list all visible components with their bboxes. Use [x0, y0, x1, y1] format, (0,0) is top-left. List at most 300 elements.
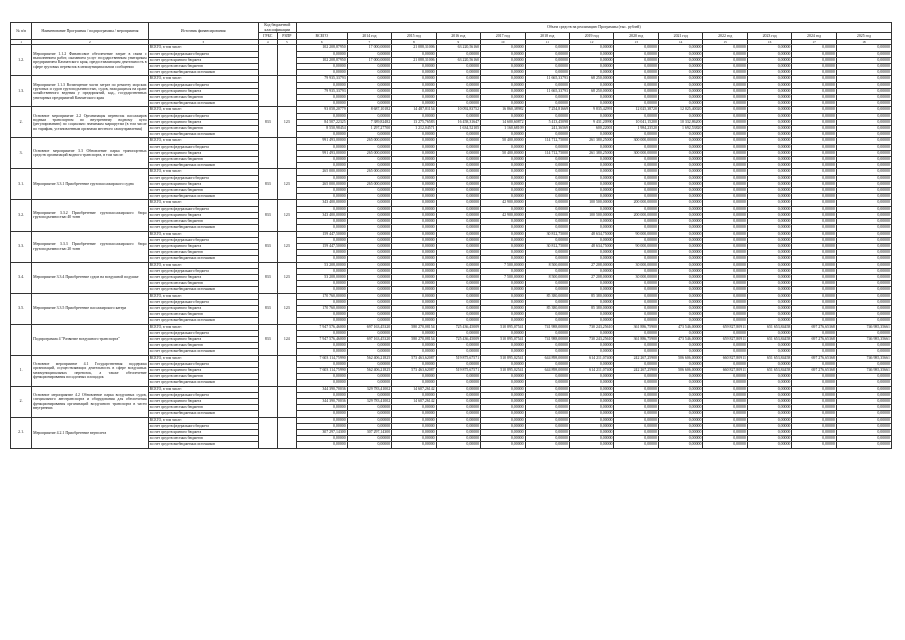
year-value: 0,00000	[614, 374, 658, 380]
year-value: 7 389,82482	[347, 119, 391, 125]
year-value: 0,00000	[658, 262, 702, 268]
year-value: 0,00000	[792, 132, 836, 138]
year-value: 10 092,83752	[436, 107, 480, 113]
year-value: 0,00000	[658, 82, 702, 88]
header-year: 2021 год	[658, 33, 702, 40]
funding-source: за счет средств местных бюджетов	[148, 219, 258, 225]
funding-source: за счет средств внебюджетных источников	[148, 349, 258, 355]
year-value: 0,00000	[703, 392, 747, 398]
header-year: 2025 год	[836, 33, 891, 40]
year-value: 0,00000	[836, 293, 891, 299]
year-value: 0,00000	[525, 194, 569, 200]
year-value: 0,00000	[436, 417, 480, 423]
total-value: 0,00000	[296, 206, 347, 212]
total-value: 0,00000	[296, 51, 347, 57]
year-value: 0,00000	[747, 51, 791, 57]
year-value: 13 275,76583	[392, 119, 436, 125]
year-value: 0,00000	[347, 113, 391, 119]
year-value: 0,00000	[792, 181, 836, 187]
year-value: 0,00000	[614, 45, 658, 51]
year-value: 0,00000	[836, 411, 891, 417]
measure-name: Подпрограмма 4 "Развитие воздушного транспорта"	[32, 324, 148, 355]
year-value: 0,00000	[836, 70, 891, 76]
year-value: 0,00000	[747, 113, 791, 119]
year-value: 0,00000	[436, 380, 480, 386]
year-value: 0,00000	[747, 374, 791, 380]
year-value: 0,00000	[792, 343, 836, 349]
year-value: 0,00000	[525, 70, 569, 76]
funding-source: за счет средств краевого бюджета	[148, 57, 258, 63]
year-value: 0,00000	[703, 200, 747, 206]
header-year: 2019 год	[570, 33, 614, 40]
year-value: 0,00000	[570, 312, 614, 318]
year-value: 0,00000	[747, 392, 791, 398]
year-value: 0,00000	[703, 256, 747, 262]
year-value: 0,00000	[792, 256, 836, 262]
year-value: 0,00000	[347, 175, 391, 181]
year-value: 697 276,65368	[792, 324, 836, 330]
year-value: 0,00000	[481, 144, 525, 150]
year-value: 0,00000	[347, 237, 391, 243]
year-value: 0,00000	[436, 200, 480, 206]
year-value: 473 546,00000	[658, 324, 702, 330]
grbs-code: 833	[258, 107, 277, 138]
year-value: 0,00000	[747, 64, 791, 70]
year-value: 1 634,52105	[436, 126, 480, 132]
year-value: 8 687,10182	[347, 107, 391, 113]
year-value: 0,00000	[836, 101, 891, 107]
year-value: 63 220,56160	[436, 57, 480, 63]
year-value: 0,00000	[658, 318, 702, 324]
header-column-number: 2	[32, 40, 148, 45]
year-value: 0,00000	[347, 76, 391, 82]
year-value: 0,00000	[836, 113, 891, 119]
year-value: 0,00000	[792, 64, 836, 70]
year-value: 0,00000	[392, 76, 436, 82]
year-value: 0,00000	[392, 88, 436, 94]
year-value: 0,00000	[658, 299, 702, 305]
year-value: 68 250,00000	[570, 88, 614, 94]
year-value: 0,00000	[703, 95, 747, 101]
funding-source: за счет средств федерального бюджета	[148, 330, 258, 336]
year-value: 0,00000	[792, 392, 836, 398]
grbs-code	[258, 138, 277, 169]
year-value: 0,00000	[836, 163, 891, 169]
year-value: 0,00000	[436, 132, 480, 138]
year-value: 0,00000	[658, 243, 702, 249]
year-value: 0,00000	[481, 343, 525, 349]
year-value: 0,00000	[792, 380, 836, 386]
grbs-code	[258, 355, 277, 386]
year-value: 0,00000	[481, 175, 525, 181]
funding-source: за счет средств внебюджетных источников	[148, 256, 258, 262]
year-value: 0,00000	[525, 82, 569, 88]
year-value: 307 297,14300	[347, 430, 391, 436]
year-value: 0,00000	[792, 374, 836, 380]
year-value: 0,00000	[570, 361, 614, 367]
year-value: 0,00000	[747, 188, 791, 194]
table-header	[11, 23, 892, 45]
year-value: 0,00000	[836, 256, 891, 262]
year-value: 21 088,31006	[392, 45, 436, 51]
year-value: 0,00000	[792, 442, 836, 448]
year-value: 0,00000	[703, 349, 747, 355]
year-value: 0,00000	[392, 157, 436, 163]
year-value: 0,00000	[747, 175, 791, 181]
year-value: 0,00000	[792, 144, 836, 150]
year-value: 0,00000	[392, 293, 436, 299]
total-value: 84 507,22325	[296, 119, 347, 125]
year-value: 0,00000	[836, 330, 891, 336]
year-value: 0,00000	[792, 299, 836, 305]
funding-source: за счет средств местных бюджетов	[148, 312, 258, 318]
year-value: 0,00000	[347, 330, 391, 336]
year-value: 0,00000	[481, 417, 525, 423]
year-value: 0,00000	[347, 287, 391, 293]
total-value: 0,00000	[296, 194, 347, 200]
year-value: 0,00000	[570, 82, 614, 88]
funding-source: ВСЕГО, в том числе:	[148, 107, 258, 113]
year-value: 0,00000	[525, 169, 569, 175]
grbs-code	[258, 417, 277, 448]
year-value: 0,00000	[392, 417, 436, 423]
year-value: 0,00000	[347, 305, 391, 311]
total-value: 0,00000	[296, 361, 347, 367]
year-value: 0,00000	[347, 268, 391, 274]
year-value: 265 000,00000	[347, 138, 391, 144]
year-value: 0,00000	[570, 430, 614, 436]
year-value: 0,00000	[481, 349, 525, 355]
year-value: 0,00000	[436, 225, 480, 231]
rz-code: 123	[277, 262, 296, 293]
year-value: 90 000,00000	[614, 243, 658, 249]
funding-source: ВСЕГО, в том числе:	[148, 169, 258, 175]
year-value: 725 436,45009	[436, 336, 480, 342]
year-value: 660 827,80911	[703, 367, 747, 373]
year-value: 0,00000	[481, 430, 525, 436]
year-value: 741 988,00000	[525, 336, 569, 342]
year-value: 0,00000	[481, 305, 525, 311]
header-year: 2014 год	[347, 33, 391, 40]
year-value: 0,00000	[658, 150, 702, 156]
year-value: 0,00000	[658, 157, 702, 163]
year-value: 0,00000	[703, 163, 747, 169]
year-value: 0,00000	[792, 101, 836, 107]
year-value: 0,00000	[836, 405, 891, 411]
year-value: 68 250,00000	[570, 76, 614, 82]
year-value: 0,00000	[436, 442, 480, 448]
year-value: 0,00000	[836, 250, 891, 256]
year-value: 0,00000	[525, 250, 569, 256]
year-value: 506 606,00000	[658, 367, 702, 373]
year-value: 0,00000	[703, 113, 747, 119]
year-value: 0,00000	[747, 274, 791, 280]
year-value: 0,00000	[436, 88, 480, 94]
total-value: 0,00000	[296, 163, 347, 169]
funding-source: за счет средств местных бюджетов	[148, 250, 258, 256]
total-value: 0,00000	[296, 237, 347, 243]
year-value: 0,00000	[614, 51, 658, 57]
year-value: 0,00000	[570, 163, 614, 169]
funding-source: за счет средств местных бюджетов	[148, 405, 258, 411]
year-value: 0,00000	[570, 45, 614, 51]
year-value: 0,00000	[703, 225, 747, 231]
year-value: 0,00000	[658, 212, 702, 218]
year-value: 0,00000	[347, 411, 391, 417]
year-value: 0,00000	[436, 318, 480, 324]
year-value: 0,00000	[747, 305, 791, 311]
row-number: 1.3.	[11, 76, 32, 107]
year-value: 0,00000	[570, 64, 614, 70]
year-value: 0,00000	[703, 169, 747, 175]
header-rz: РЗПР	[277, 33, 296, 40]
grbs-code	[258, 76, 277, 107]
funding-source: за счет средств внебюджетных источников	[148, 225, 258, 231]
year-value: 0,00000	[703, 430, 747, 436]
year-value: 0,00000	[792, 219, 836, 225]
year-value: 10 332,86200	[658, 119, 702, 125]
year-value: 746 985,35661	[836, 324, 891, 330]
year-value: 0,00000	[658, 138, 702, 144]
year-value: 0,00000	[703, 237, 747, 243]
year-value: 1 984,23520	[614, 126, 658, 132]
year-value: 0,00000	[703, 343, 747, 349]
year-value: 0,00000	[614, 411, 658, 417]
year-value: 0,00000	[436, 144, 480, 150]
funding-source: за счет средств федерального бюджета	[148, 206, 258, 212]
year-value: 0,00000	[525, 175, 569, 181]
year-value: 265 000,00000	[347, 169, 391, 175]
year-value: 0,00000	[570, 175, 614, 181]
year-value: 0,00000	[658, 293, 702, 299]
measure-name: Мероприятие 3.3.4 Приобретение судов на воздушной подушке	[32, 262, 148, 293]
year-value: 0,00000	[703, 150, 747, 156]
year-value: 510 895,07541	[481, 324, 525, 330]
year-value: 0,00000	[747, 57, 791, 63]
header-column-number: 11	[525, 40, 569, 45]
funding-source: за счет средств федерального бюджета	[148, 82, 258, 88]
year-value: 0,00000	[481, 243, 525, 249]
year-value: 0,00000	[658, 181, 702, 187]
funding-source: ВСЕГО, в том числе:	[148, 355, 258, 361]
year-value: 0,00000	[481, 330, 525, 336]
year-value: 0,00000	[525, 318, 569, 324]
year-value: 0,00000	[792, 163, 836, 169]
year-value: 0,00000	[436, 312, 480, 318]
year-value: 0,00000	[747, 405, 791, 411]
year-value: 0,00000	[614, 57, 658, 63]
funding-source: за счет средств краевого бюджета	[148, 336, 258, 342]
year-value: 0,00000	[836, 175, 891, 181]
year-value: 0,00000	[792, 188, 836, 194]
year-value: 0,00000	[347, 219, 391, 225]
funding-source: за счет средств местных бюджетов	[148, 374, 258, 380]
year-value: 0,00000	[481, 405, 525, 411]
header-total: ВСЕГО	[296, 33, 347, 40]
year-value: 0,00000	[347, 82, 391, 88]
year-value: 0,00000	[747, 281, 791, 287]
year-value: 0,00000	[658, 76, 702, 82]
year-value: 0,00000	[347, 293, 391, 299]
year-value: 0,00000	[525, 181, 569, 187]
measure-name: Мероприятие 3.3.2 Приобретение грузопассажирского бюро грузоподъемностью 40 тонн	[32, 200, 148, 231]
year-value: 100 500,00000	[570, 212, 614, 218]
total-value: 0,00000	[296, 380, 347, 386]
year-value: 0,00000	[392, 132, 436, 138]
year-value: 0,00000	[392, 442, 436, 448]
total-value: 159 447,50000	[296, 231, 347, 237]
year-value: 0,00000	[525, 45, 569, 51]
year-value: 0,00000	[703, 206, 747, 212]
year-value: 0,00000	[570, 386, 614, 392]
year-value: 0,00000	[836, 386, 891, 392]
row-number: 2.	[11, 107, 32, 138]
year-value: 659 827,80911	[703, 324, 747, 330]
year-value: 0,00000	[703, 423, 747, 429]
year-value: 0,00000	[481, 411, 525, 417]
year-value: 0,00000	[392, 219, 436, 225]
total-value: 102 208,87950	[296, 45, 347, 51]
year-value: 0,00000	[614, 101, 658, 107]
measure-name: Основное мероприятие 3.3 Обновление парка транспортных средств организаций водного транспорта, в том числе:	[32, 138, 148, 169]
year-value: 0,00000	[525, 132, 569, 138]
year-value: 16 860,38982	[481, 107, 525, 113]
year-value: 329 783,41002	[347, 398, 391, 404]
budget-table-sheet	[10, 22, 892, 449]
year-value: 746 985,35661	[836, 336, 891, 342]
year-value: 0,00000	[525, 64, 569, 70]
year-value: 0,00000	[481, 237, 525, 243]
year-value: 0,00000	[836, 392, 891, 398]
year-value: 0,00000	[392, 237, 436, 243]
year-value: 0,00000	[703, 132, 747, 138]
funding-source: за счет средств краевого бюджета	[148, 398, 258, 404]
year-value: 14 607,26142	[392, 386, 436, 392]
total-value: 0,00000	[296, 411, 347, 417]
year-value: 697 276,65368	[792, 367, 836, 373]
year-value: 0,00000	[436, 330, 480, 336]
year-value: 0,00000	[747, 430, 791, 436]
year-value: 0,00000	[392, 436, 436, 442]
year-value: 0,00000	[347, 281, 391, 287]
year-value: 0,00000	[747, 423, 791, 429]
year-value: 0,00000	[347, 343, 391, 349]
year-value: 510 895,07541	[481, 336, 525, 342]
funding-source: за счет средств внебюджетных источников	[148, 380, 258, 386]
year-value: 0,00000	[836, 169, 891, 175]
year-value: 1 297,27700	[347, 126, 391, 132]
year-value: 0,00000	[747, 181, 791, 187]
year-value: 0,00000	[658, 88, 702, 94]
year-value: 0,00000	[703, 219, 747, 225]
header-grbs: ГРБС	[258, 33, 277, 40]
total-value: 0,00000	[296, 436, 347, 442]
year-value: 42 900,00000	[481, 212, 525, 218]
header-year: 2017 год	[481, 33, 525, 40]
measure-name: Мероприятие 1.1.3 Возмещение части затрат по ремонту морских грузовых и судов грузоподъемностью, судов, находящихся на праве хозяйственного ведения у предприятий, кад., государственных унитарных предприятий Камчатского края	[32, 76, 148, 107]
year-value: 0,00000	[792, 200, 836, 206]
year-value: 0,00000	[836, 442, 891, 448]
year-value: 0,00000	[525, 386, 569, 392]
year-value: 0,00000	[747, 237, 791, 243]
year-value: 0,00000	[570, 374, 614, 380]
row-number: 1.	[11, 355, 32, 386]
total-value: 265 000,00000	[296, 181, 347, 187]
year-value: 0,00000	[525, 405, 569, 411]
year-value: 0,00000	[703, 231, 747, 237]
year-value: 85 380,00000	[570, 293, 614, 299]
year-value: 0,00000	[347, 374, 391, 380]
year-value: 0,00000	[436, 411, 480, 417]
funding-source: за счет средств краевого бюджета	[148, 119, 258, 125]
year-value: 0,00000	[836, 299, 891, 305]
year-value: 0,00000	[570, 349, 614, 355]
year-value: 0,00000	[436, 405, 480, 411]
year-value: 0,00000	[436, 138, 480, 144]
year-value: 0,00000	[703, 318, 747, 324]
year-value: 0,00000	[836, 126, 891, 132]
year-value: 0,00000	[658, 175, 702, 181]
year-value: 0,00000	[481, 163, 525, 169]
year-value: 0,00000	[392, 70, 436, 76]
year-value: 0,00000	[347, 132, 391, 138]
year-value: 0,00000	[836, 95, 891, 101]
year-value: 0,00000	[614, 305, 658, 311]
year-value: 0,00000	[436, 82, 480, 88]
year-value: 0,00000	[481, 113, 525, 119]
year-value: 0,00000	[570, 318, 614, 324]
year-value: 0,00000	[481, 188, 525, 194]
year-value: 0,00000	[525, 287, 569, 293]
funding-source: за счет средств внебюджетных источников	[148, 411, 258, 417]
year-value: 0,00000	[436, 243, 480, 249]
rz-code: 123	[277, 200, 296, 231]
rz-code	[277, 76, 296, 107]
year-value: 0,00000	[525, 237, 569, 243]
funding-source: ВСЕГО, в том числе:	[148, 138, 258, 144]
year-value: 0,00000	[614, 430, 658, 436]
year-value: 0,00000	[347, 212, 391, 218]
year-value: 0,00000	[392, 411, 436, 417]
year-value: 0,00000	[658, 442, 702, 448]
row-number: 3.4.	[11, 262, 32, 293]
total-value: 8 550,98454	[296, 126, 347, 132]
year-value: 0,00000	[614, 175, 658, 181]
year-value: 11 665,33793	[525, 88, 569, 94]
year-value: 0,00000	[392, 169, 436, 175]
year-value: 0,00000	[436, 101, 480, 107]
year-value: 0,00000	[614, 349, 658, 355]
year-value: 0,00000	[436, 70, 480, 76]
year-value: 361 886,75900	[614, 336, 658, 342]
year-value: 0,00000	[570, 405, 614, 411]
year-value: 0,00000	[792, 76, 836, 82]
year-value: 7 500,00000	[481, 274, 525, 280]
rz-code	[277, 138, 296, 169]
year-value: 0,00000	[614, 132, 658, 138]
year-value: 0,00000	[481, 318, 525, 324]
year-value: 0,00000	[570, 380, 614, 386]
year-value: 0,00000	[481, 64, 525, 70]
year-value: 0,00000	[836, 268, 891, 274]
year-value: 300 000,00000	[614, 138, 658, 144]
year-value: 0,00000	[436, 188, 480, 194]
header-column-number: 16	[747, 40, 791, 45]
total-value: 0,00000	[296, 392, 347, 398]
year-value: 0,00000	[392, 287, 436, 293]
year-value: 0,00000	[436, 113, 480, 119]
budget-table	[10, 22, 892, 449]
